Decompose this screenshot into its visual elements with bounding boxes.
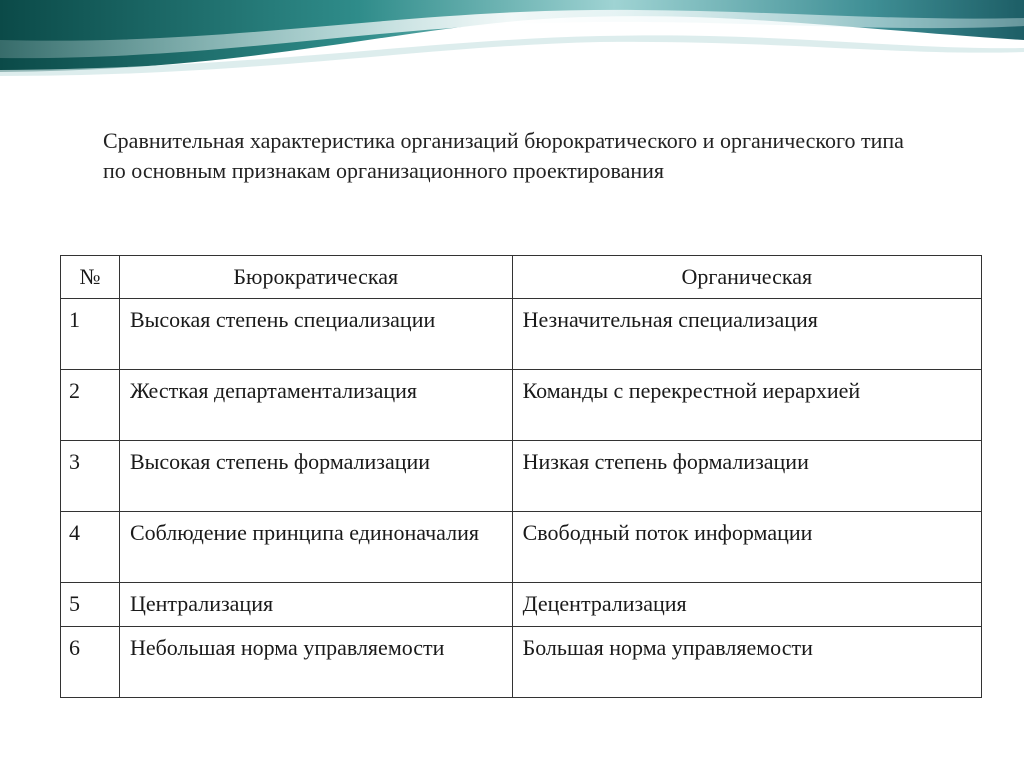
row-number: 5 bbox=[61, 583, 120, 627]
header-bureaucratic: Бюрократическая bbox=[119, 256, 512, 299]
header-number: № bbox=[61, 256, 120, 299]
table-row bbox=[61, 299, 982, 370]
comparison-table bbox=[60, 255, 982, 698]
organic-cell: Незначительная специализация bbox=[512, 299, 981, 370]
organic-cell: Свободный поток информации bbox=[512, 512, 981, 583]
bureaucratic-cell: Высокая степень специализации bbox=[119, 299, 512, 370]
bureaucratic-cell: Централизация bbox=[119, 583, 512, 627]
row-number: 2 bbox=[61, 370, 120, 441]
table-header-row bbox=[61, 256, 982, 299]
organic-cell: Децентрализация bbox=[512, 583, 981, 627]
bureaucratic-cell: Жесткая департаментализация bbox=[119, 370, 512, 441]
row-number: 3 bbox=[61, 441, 120, 512]
header-organic: Органическая bbox=[512, 256, 981, 299]
bureaucratic-cell: Соблюдение принципа единоначалия bbox=[119, 512, 512, 583]
row-number: 4 bbox=[61, 512, 120, 583]
bureaucratic-cell: Небольшая норма управляемости bbox=[119, 627, 512, 698]
table-row bbox=[61, 370, 982, 441]
table-row bbox=[61, 441, 982, 512]
row-number: 6 bbox=[61, 627, 120, 698]
organic-cell: Большая норма управляемости bbox=[512, 627, 981, 698]
slide-title: Сравнительная характеристика организаций бюрократического и органического типа по основным признакам организационного проектирования bbox=[103, 128, 904, 183]
decorative-wave-banner bbox=[0, 0, 1024, 80]
organic-cell: Команды с перекрестной иерархией bbox=[512, 370, 981, 441]
table-row bbox=[61, 627, 982, 698]
row-number: 1 bbox=[61, 299, 120, 370]
table-row bbox=[61, 512, 982, 583]
table-row bbox=[61, 583, 982, 627]
organic-cell: Низкая степень формализации bbox=[512, 441, 981, 512]
bureaucratic-cell: Высокая степень формализации bbox=[119, 441, 512, 512]
